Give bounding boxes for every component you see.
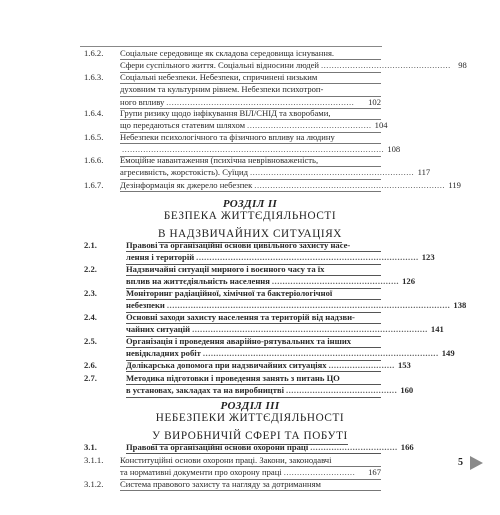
section-label: РОЗДІЛ ІІ (222, 198, 278, 210)
toc-entry-2-4: 2.4. Основні заходи захисту населення та територій від надзви- чайних ситуацій ......................................................................................... 141 (84, 312, 381, 336)
section-label: РОЗДІЛ ІІІ (220, 400, 280, 412)
section-heading-2 (120, 198, 380, 243)
toc-entry-2-7: 2.7. Методика підготовки і проведення занять з питань ЦО в установах, закладах та на виробництві .......................................... 160 (84, 373, 381, 397)
section-title-line: БЕЗПЕКА ЖИТТЄДІЯЛЬНОСТІ (163, 210, 337, 222)
section-title-line: У ВИРОБНИЧІЙ СФЕРІ ТА ПОБУТІ (152, 430, 348, 445)
toc-entry-3-1-1: 3.1.1. Конституційні основи охорони праці. Закони, законодавчі та нормативні документи про охорону праці ........................... 167 (84, 455, 381, 479)
toc-entry-3-1: 3.1. Правові та організаційні основи охорони праці ................................. 166 (84, 442, 381, 454)
toc-entry-1-6-5: 1.6.5. Небезпеки психологічного та фізичного впливу на людину ................................................................................................... 108 (84, 132, 381, 156)
top-divider (80, 46, 382, 47)
toc-entry-2-2: 2.2. Надзвичайні ситуації мирного і воєнного часу та їх вплив на життєдіяльність населення ................................................ 126 (84, 264, 381, 288)
section-heading-3 (120, 400, 380, 445)
section-title-line: НЕБЕЗПЕКИ ЖИТТЄДІЯЛЬНОСТІ (155, 412, 345, 424)
toc-entry-2-1: 2.1. Правові та організаційні основи цивільного захисту насе- лення і територій .................................................................................... 123 (84, 240, 381, 264)
toc-entry-3-1-2: 3.1.2. Система правового захисту та нагляду за дотриманням (84, 479, 381, 515)
toc-entry-1-6-7: 1.6.7. Дезінформація як джерело небезпек ........................................................................ 119 (84, 180, 381, 192)
toc-entry-1-6-4: 1.6.4. Групи ризику щодо інфікування ВІЛ/СНІД та хворобами, що передаються статевим шляхом ............................................... 104 (84, 108, 381, 132)
toc-entry-1-6-6: 1.6.6. Емоційне навантаження (психічна неврівноваженість, агресивність, жорстокість). Суїцид .............................................................. 117 (84, 155, 381, 179)
toc-entry-1-6-3: 1.6.3. Соціальні небезпеки. Небезпеки, спричинені низьким духовним та культурним рівнем. Небезпеки психотроп- ного впливу ....................................................................... 102 (84, 72, 381, 108)
section-title-line: В НАДЗВИЧАЙНИХ СИТУАЦІЯХ (158, 228, 342, 243)
toc-entry-2-5: 2.5. Організація і проведення аварійно-рятувальних та інших невідкладних робіт ......................................................................................... 149 (84, 336, 381, 360)
toc-entry-1-6-2: 1.6.2. Соціальне середовище як складова середовища існування. Сфери суспільного життя. Соціальні відносини людей ................................................. 98 (84, 48, 381, 72)
page-number: 5 (458, 457, 463, 468)
page-arrow-icon (470, 456, 483, 470)
toc-entry-2-6: 2.6. Долікарська допомога при надзвичайних ситуаціях ......................... 153 (84, 360, 381, 372)
toc-entry-2-3: 2.3. Моніторинг радіаційної, хімічної та бактеріологічної небезпеки ........................................................................................................... 138 (84, 288, 381, 312)
